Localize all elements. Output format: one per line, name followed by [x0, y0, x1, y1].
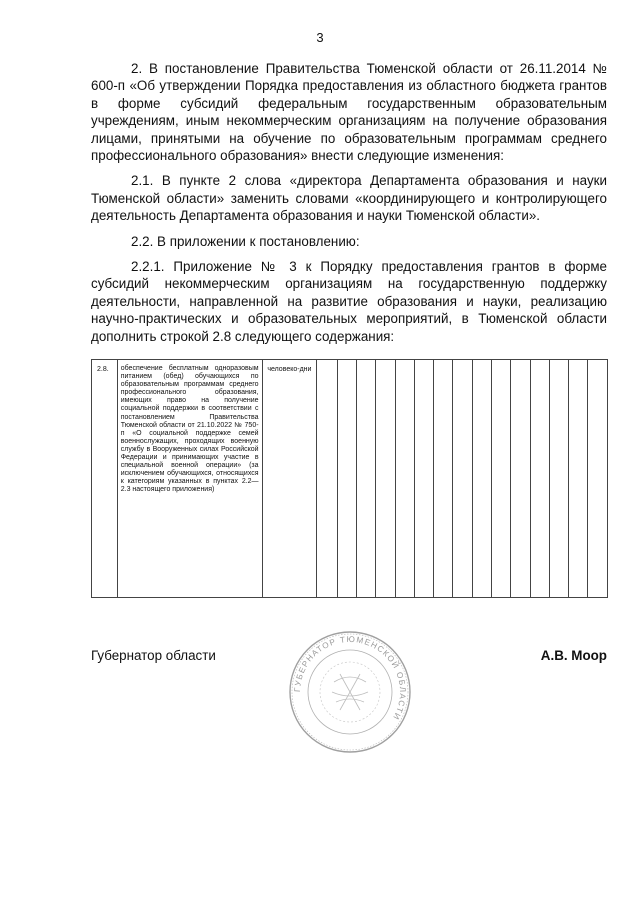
empty-cell	[317, 360, 337, 598]
seal-text: ГУБЕРНАТОР ТЮМЕНСКОЙ ОБЛАСТИ	[292, 634, 408, 722]
empty-cell	[356, 360, 375, 598]
empty-cell	[569, 360, 588, 598]
empty-cell	[337, 360, 356, 598]
paragraph-2-2-1: 2.2.1. Приложение № 3 к Порядку предоставления грантов в форме субсидий некоммерческим организациям на государственную поддержку деятельности, направленной на развитие образования и науки, реализацию научно-практических и образовательных мероприятий, в Тюменской области дополнить строкой 2.8 следующего содержания:	[91, 259, 607, 344]
empty-cell	[376, 360, 395, 598]
page-number: 3	[316, 30, 324, 45]
paragraph-2: 2. В постановление Правительства Тюменской области от 26.11.2014 № 600-п «Об утверждении Порядка предоставления из областного бюджета грантов в форме субсидий федеральным государственным образовательным учреждениям, иным некоммерческим организациям на получение образования лицами, принятыми на обучение по образовательным программам среднего профессионального образования» внести следующие изменения:	[91, 61, 607, 164]
empty-cell	[530, 360, 549, 598]
empty-cell	[511, 360, 530, 598]
row-unit-cell: человеко-дни	[262, 360, 317, 598]
row-number-cell: 2.8.	[92, 360, 118, 598]
document-body	[91, 60, 607, 353]
empty-cell	[395, 360, 414, 598]
signatory-position: Губернатор области	[91, 648, 216, 663]
empty-cell	[549, 360, 568, 598]
paragraph-2-2: 2.2. В приложении к постановлению:	[131, 233, 360, 249]
empty-cell	[414, 360, 433, 598]
appendix-table	[91, 359, 608, 598]
empty-cell	[453, 360, 472, 598]
official-seal-icon	[288, 630, 412, 754]
empty-cell	[472, 360, 491, 598]
empty-cell	[434, 360, 453, 598]
table-row	[92, 360, 608, 598]
signatory-name: А.В. Моор	[540, 648, 607, 663]
empty-cell	[492, 360, 511, 598]
empty-cell	[588, 360, 608, 598]
paragraph-2-1: 2.1. В пункте 2 слова «директора Департамента образования и науки Тюменской области» заменить словами «координирующего и контролирующего деятельность Департамента образования и науки Тюменской области».	[91, 173, 607, 224]
row-description-cell: обеспечение бесплатным одноразовым питанием (обед) обучающихся по образовательным программам среднего профессионального образования, имеющих право на получение социальной поддержки в соответствии с постановлением Правительства Тюменской области от 21.10.2022 № 750-п «О социальной поддержке семей военнослужащих, проходящих военную службу в Вооруженных силах Российской Федерации и принимающих участие в специальной военной операции» (за исключением обучающихся, относящихся к категориям указанных в пунктах 2.2—2.3 настоящего приложения)	[117, 360, 262, 598]
